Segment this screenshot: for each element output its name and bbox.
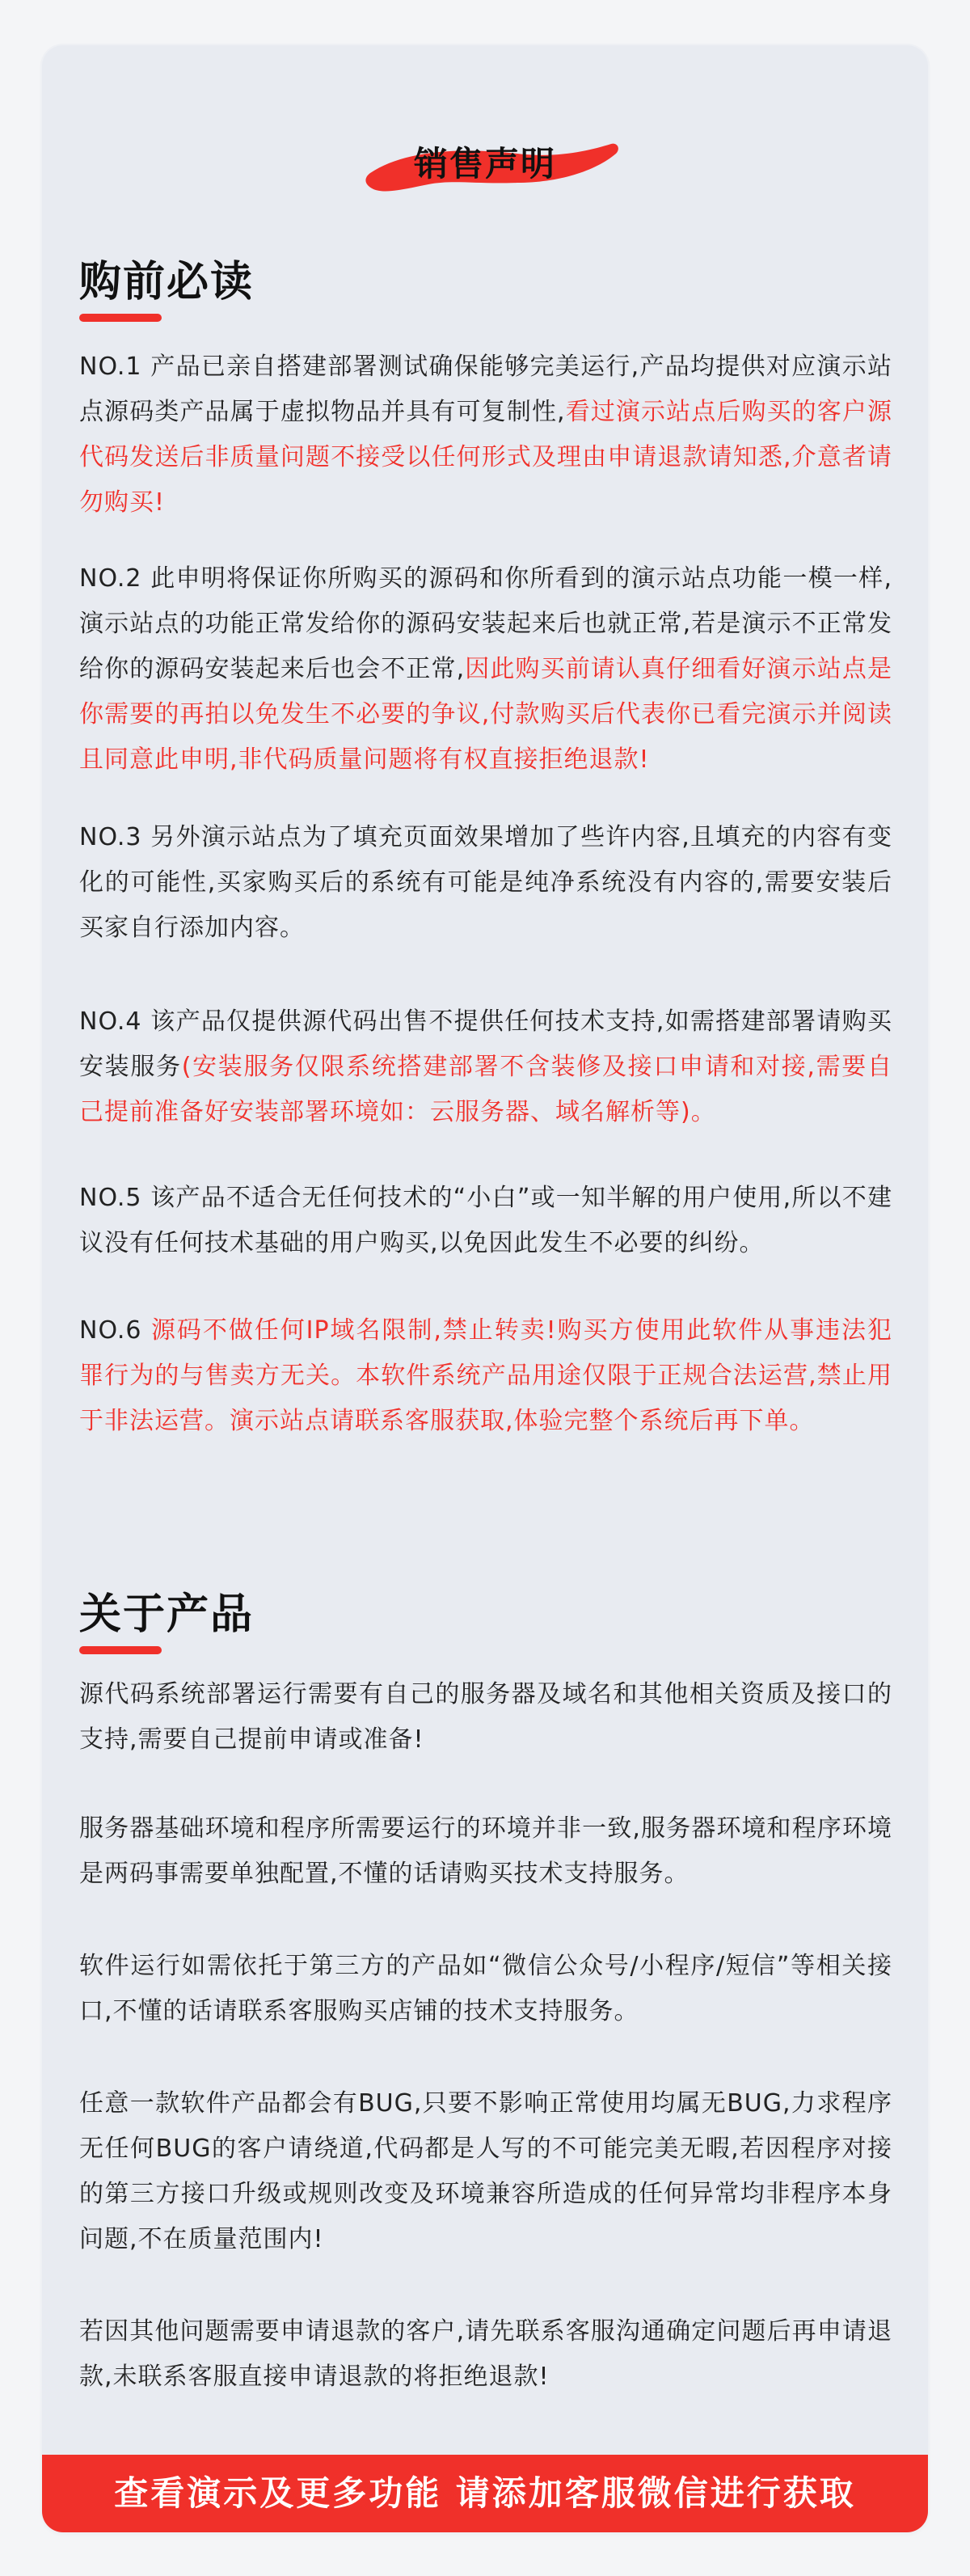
statement-card — [42, 45, 928, 2532]
notice-item-5: NO.5 该产品不适合无任何技术的“小白”或一知半解的用户使用,所以不建议没有任何技术基础的用户购买,以免因此发生不必要的纠纷。 — [79, 1184, 892, 1257]
notice-item-3: NO.3 另外演示站点为了填充页面效果增加了些许内容,且填充的内容有变化的可能性,买家购买后的系统有可能是纯净系统没有内容的,需要安装后买家自行添加内容。 — [79, 823, 892, 942]
product-paragraph-4: 任意一款软件产品都会有BUG,只要不影响正常使用均属无BUG,力求程序无任何BUG的客户请绕道,代码都是人写的不可能完美无暇,若因程序对接的第三方接口升级或规则改变及环境兼容所造成的任何异常均非程序本身问题,不在质量范围内! — [79, 2089, 892, 2253]
section-underline — [79, 1646, 162, 1654]
banner — [42, 126, 928, 199]
product-paragraph-1: 源代码系统部署运行需要有自己的服务器及域名和其他相关资质及接口的支持,需要自己提前申请或准备! — [79, 1680, 892, 1754]
section-underline — [79, 314, 162, 322]
notice-item-6: NO.6 源码不做任何IP域名限制,禁止转卖!购买方使用此软件从事违法犯罪行为的与售卖方无关。本软件系统产品用途仅限于正规合法运营,禁止用于非法运营。演示站点请联系客服获取,体验完整个系统后再下单。 — [79, 1316, 892, 1435]
section-title-about-product: 关于产品 — [79, 1590, 255, 1639]
notice-item-4: NO.4 该产品仅提供源代码出售不提供任何技术支持,如需搭建部署请购买安装服务(安装服务仅限系统搭建部署不含装修及接口申请和对接,需要自己提前准备好安装部署环境如：云服务器、域名解析等)。 — [79, 1007, 892, 1126]
product-paragraph-2: 服务器基础环境和程序所需要运行的环境并非一致,服务器环境和程序环境是两码事需要单独配置,不懂的话请购买技术支持服务。 — [79, 1814, 892, 1888]
product-paragraph-5: 若因其他问题需要申请退款的客户,请先联系客服沟通确定问题后再申请退款,未联系客服直接申请退款的将拒绝退款! — [79, 2317, 892, 2391]
banner-title: 销售声明 — [413, 144, 556, 184]
notice-item-1: NO.1 产品已亲自搭建部署测试确保能够完美运行,产品均提供对应演示站点源码类产品属于虚拟物品并具有可复制性,看过演示站点后购买的客户源代码发送后非质量问题不接受以任何形式及理由申请退款请知悉,介意者请勿购买! — [79, 353, 892, 517]
product-paragraph-3: 软件运行如需依托于第三方的产品如“微信公众号/小程序/短信”等相关接口,不懂的话请联系客服购买店铺的技术支持服务。 — [79, 1952, 892, 2025]
notice-item-2: NO.2 此申明将保证你所购买的源码和你所看到的演示站点功能一模一样,演示站点的功能正常发给你的源码安装起来后也就正常,若是演示不正常发给你的源码安装起来后也会不正常,因此购买前请认真仔细看好演示站点是你需要的再拍以免发生不必要的争议,付款购买后代表你已看完演示并阅读且同意此申明,非代码质量问题将有权直接拒绝退款! — [79, 564, 892, 774]
footer-contact-bar: 查看演示及更多功能 请添加客服微信进行获取 — [42, 2455, 928, 2532]
section-title-before-purchase: 购前必读 — [79, 258, 255, 306]
